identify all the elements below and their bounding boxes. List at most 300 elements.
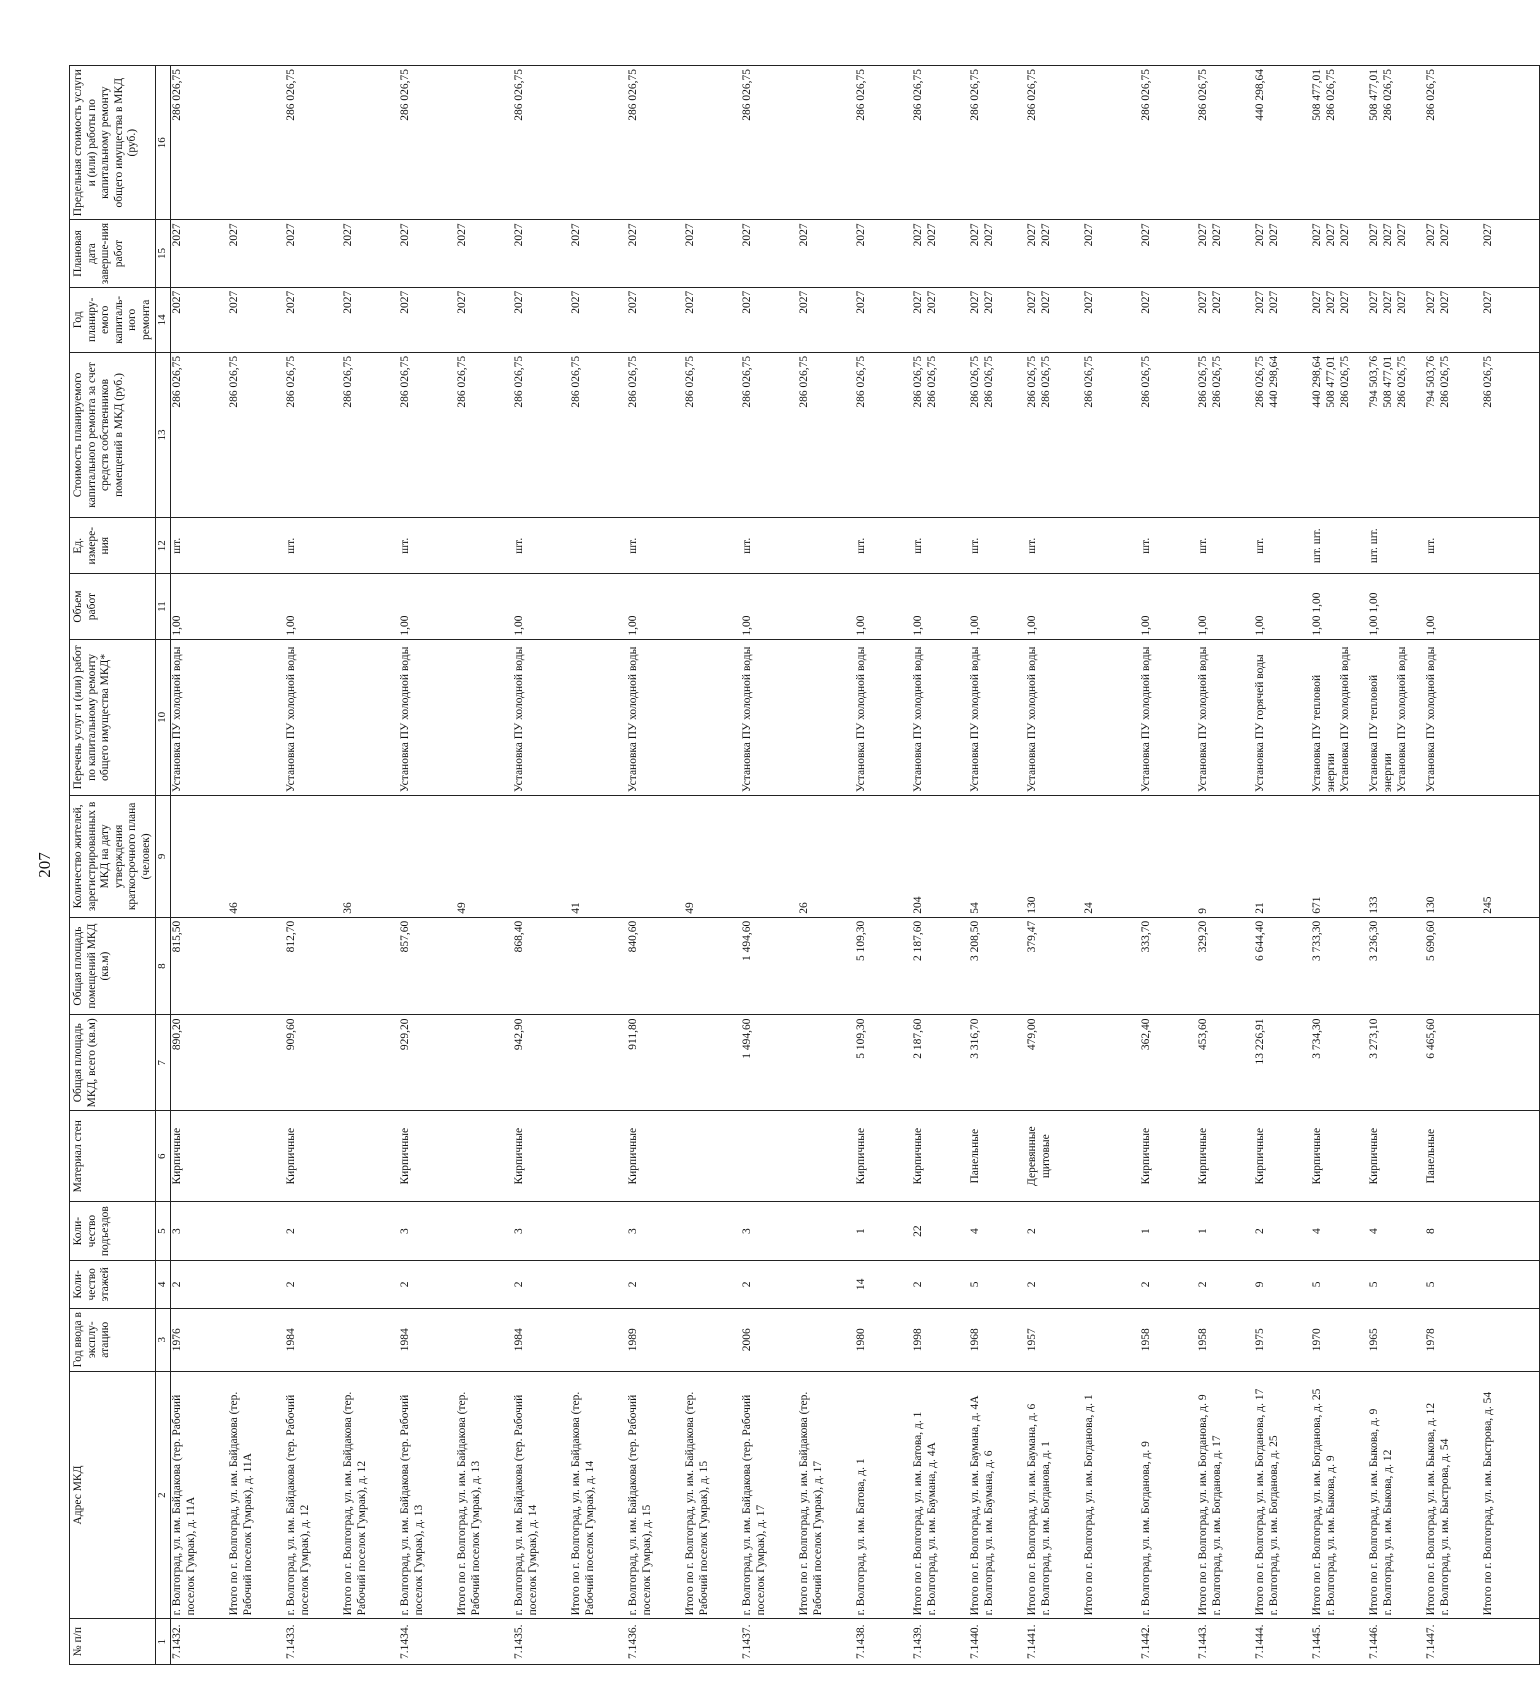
wall-material-cell bbox=[342, 1111, 399, 1202]
end-date-cell: 2027 bbox=[1140, 220, 1197, 287]
wall-material-cell: Панельные bbox=[1425, 1111, 1482, 1202]
plan-year-cell: 2027 bbox=[456, 287, 513, 352]
rooms-area-cell: 1 494,60 bbox=[741, 917, 798, 1015]
address-cell: г. Волгоград, ул. им. Богданова, д. 9 bbox=[1140, 1371, 1197, 1619]
entrances-cell: 1 bbox=[855, 1202, 912, 1261]
total-area-cell bbox=[342, 1015, 399, 1111]
floors-cell bbox=[570, 1260, 627, 1308]
table-row bbox=[399, 66, 456, 1665]
plan-year-cell: 2027 bbox=[399, 287, 456, 352]
volume-cell: 1,00 bbox=[1425, 574, 1482, 639]
table-row bbox=[741, 66, 798, 1665]
plan-year-cell: 2027 bbox=[1083, 287, 1140, 352]
unit-cell bbox=[342, 518, 399, 574]
cost-cell: 286 026,75 286 026,75 bbox=[1197, 352, 1254, 517]
volume-cell: 1,00 bbox=[171, 574, 229, 639]
row-number: 7.1439. bbox=[912, 1619, 969, 1665]
plan-year-cell: 2027 2027 2027 bbox=[1311, 287, 1368, 352]
works-cell: Установка ПУ холодной воды bbox=[855, 639, 912, 795]
entrances-cell: 1 bbox=[1140, 1202, 1197, 1261]
wall-material-cell bbox=[798, 1111, 855, 1202]
cost-cell: 286 026,75 286 026,75 bbox=[1026, 352, 1083, 517]
year-cell: 1968 bbox=[969, 1308, 1026, 1371]
limit-cost-cell: 286 026,75 bbox=[399, 66, 456, 220]
unit-cell bbox=[684, 518, 741, 574]
column-number: 6 bbox=[156, 1111, 171, 1202]
floors-cell bbox=[342, 1260, 399, 1308]
residents-cell: 49 bbox=[684, 796, 741, 918]
column-header: Коли-чество подъездов bbox=[70, 1202, 156, 1261]
volume-cell: 1,00 bbox=[285, 574, 342, 639]
column-number: 11 bbox=[156, 574, 171, 639]
limit-cost-cell: 286 026,75 bbox=[855, 66, 912, 220]
table-row bbox=[456, 66, 513, 1665]
wall-material-cell: Кирпичные bbox=[171, 1111, 229, 1202]
floors-cell: 2 bbox=[627, 1260, 684, 1308]
wall-material-cell: Кирпичные bbox=[1254, 1111, 1311, 1202]
volume-cell: 1,00 bbox=[741, 574, 798, 639]
cost-cell: 286 026,75 440 298,64 bbox=[1254, 352, 1311, 517]
table-row bbox=[1140, 66, 1197, 1665]
residents-cell: 26 bbox=[798, 796, 855, 918]
floors-cell bbox=[228, 1260, 285, 1308]
volume-cell: 1,00 1,00 bbox=[1311, 574, 1368, 639]
limit-cost-cell: 286 026,75 bbox=[1140, 66, 1197, 220]
floors-cell: 14 bbox=[855, 1260, 912, 1308]
table-row bbox=[1311, 66, 1368, 1665]
residents-cell: 54 bbox=[969, 796, 1026, 918]
row-number: 7.1434. bbox=[399, 1619, 456, 1665]
residents-cell: 130 bbox=[1026, 796, 1083, 918]
year-cell: 1957 bbox=[1026, 1308, 1083, 1371]
plan-year-cell: 2027 bbox=[342, 287, 399, 352]
plan-year-cell: 2027 bbox=[855, 287, 912, 352]
cost-cell: 794 503,76 286 026,75 bbox=[1425, 352, 1482, 517]
entrances-cell: 2 bbox=[1254, 1202, 1311, 1261]
table-row bbox=[912, 66, 969, 1665]
wall-material-cell bbox=[1083, 1111, 1140, 1202]
total-area-cell: 362,40 bbox=[1140, 1015, 1197, 1111]
plan-year-cell: 2027 bbox=[228, 287, 285, 352]
entrances-cell: 3 bbox=[171, 1202, 229, 1261]
limit-cost-cell bbox=[684, 66, 741, 220]
table-row bbox=[1482, 66, 1540, 1665]
entrances-cell bbox=[570, 1202, 627, 1261]
address-cell: Итого по г. Волгоград, ул. им. Байдакова (тер. Рабочий поселок Гумрак), д. 15 bbox=[684, 1371, 741, 1619]
row-number bbox=[342, 1619, 399, 1665]
works-cell: Установка ПУ холодной воды bbox=[1140, 639, 1197, 795]
cost-cell: 286 026,75 286 026,75 bbox=[912, 352, 969, 517]
total-area-cell bbox=[1083, 1015, 1140, 1111]
unit-cell: шт. bbox=[1254, 518, 1311, 574]
cost-cell: 286 026,75 bbox=[513, 352, 570, 517]
address-cell: г. Волгоград, ул. им. Байдакова (тер. Рабочий поселок Гумрак), д. 15 bbox=[627, 1371, 684, 1619]
address-cell: Итого по г. Волгоград, ул. им. Батова, д. 1 г. Волгоград, ул. им. Баумана, д. 4А bbox=[912, 1371, 969, 1619]
limit-cost-cell: 286 026,75 bbox=[1425, 66, 1482, 220]
entrances-cell bbox=[684, 1202, 741, 1261]
works-cell: Установка ПУ холодной воды bbox=[285, 639, 342, 795]
works-cell: Установка ПУ холодной воды bbox=[627, 639, 684, 795]
volume-cell: 1,00 bbox=[1254, 574, 1311, 639]
row-number: 7.1432. bbox=[171, 1619, 229, 1665]
residents-cell: 245 bbox=[1482, 796, 1540, 918]
cost-cell: 440 298,64 508 477,01 286 026,75 bbox=[1311, 352, 1368, 517]
volume-cell bbox=[456, 574, 513, 639]
column-number: 9 bbox=[156, 796, 171, 918]
floors-cell: 2 bbox=[1197, 1260, 1254, 1308]
year-cell: 1984 bbox=[513, 1308, 570, 1371]
floors-cell bbox=[798, 1260, 855, 1308]
year-cell bbox=[570, 1308, 627, 1371]
plan-year-cell: 2027 2027 bbox=[1197, 287, 1254, 352]
rooms-area-cell: 333,70 bbox=[1140, 917, 1197, 1015]
works-cell: Установка ПУ холодной воды bbox=[1197, 639, 1254, 795]
plan-year-cell: 2027 bbox=[741, 287, 798, 352]
plan-year-cell: 2027 bbox=[1482, 287, 1540, 352]
entrances-cell: 8 bbox=[1425, 1202, 1482, 1261]
wall-material-cell: Кирпичные bbox=[855, 1111, 912, 1202]
year-cell: 1984 bbox=[285, 1308, 342, 1371]
column-header: Количество жителей, зарегистрированных в МКД на дату утверждения краткосрочного плана (человек) bbox=[70, 796, 156, 918]
limit-cost-cell: 286 026,75 bbox=[627, 66, 684, 220]
works-cell: Установка ПУ тепловой энергии Установка ПУ холодной воды bbox=[1311, 639, 1368, 795]
entrances-cell bbox=[456, 1202, 513, 1261]
table-row bbox=[342, 66, 399, 1665]
cost-cell: 286 026,75 bbox=[456, 352, 513, 517]
year-cell bbox=[228, 1308, 285, 1371]
table-row bbox=[228, 66, 285, 1665]
cost-cell: 286 026,75 bbox=[570, 352, 627, 517]
address-cell: г. Волгоград, ул. им. Байдакова (тер. Рабочий поселок Гумрак), д. 17 bbox=[741, 1371, 798, 1619]
unit-cell bbox=[228, 518, 285, 574]
limit-cost-cell bbox=[228, 66, 285, 220]
rooms-area-cell: 840,60 bbox=[627, 917, 684, 1015]
limit-cost-cell: 286 026,75 bbox=[1026, 66, 1083, 220]
unit-cell: шт. bbox=[1026, 518, 1083, 574]
total-area-cell: 453,60 bbox=[1197, 1015, 1254, 1111]
floors-cell: 2 bbox=[285, 1260, 342, 1308]
entrances-cell: 3 bbox=[741, 1202, 798, 1261]
limit-cost-cell: 286 026,75 bbox=[741, 66, 798, 220]
row-number: 7.1443. bbox=[1197, 1619, 1254, 1665]
year-cell bbox=[1482, 1308, 1540, 1371]
end-date-cell: 2027 2027 bbox=[1197, 220, 1254, 287]
end-date-cell: 2027 bbox=[1482, 220, 1540, 287]
rooms-area-cell: 3 208,50 bbox=[969, 917, 1026, 1015]
column-header: Ед. измере-ния bbox=[70, 518, 156, 574]
year-cell: 1980 bbox=[855, 1308, 912, 1371]
table-row bbox=[513, 66, 570, 1665]
residents-cell bbox=[513, 796, 570, 918]
wall-material-cell: Кирпичные bbox=[1311, 1111, 1368, 1202]
column-header: Общая площадь МКД, всего (кв.м) bbox=[70, 1015, 156, 1111]
total-area-cell: 2 187,60 bbox=[912, 1015, 969, 1111]
unit-cell: шт. bbox=[1140, 518, 1197, 574]
year-cell: 1978 bbox=[1425, 1308, 1482, 1371]
address-cell: Итого по г. Волгоград, ул. им. Баумана, д. 6 г. Волгоград, ул. им. Богданова, д. 1 bbox=[1026, 1371, 1083, 1619]
cost-cell: 286 026,75 bbox=[1482, 352, 1540, 517]
rooms-area-cell: 3 733,30 bbox=[1311, 917, 1368, 1015]
end-date-cell: 2027 2027 bbox=[1254, 220, 1311, 287]
floors-cell bbox=[456, 1260, 513, 1308]
rooms-area-cell bbox=[228, 917, 285, 1015]
column-header: Материал стен bbox=[70, 1111, 156, 1202]
year-cell: 1984 bbox=[399, 1308, 456, 1371]
volume-cell bbox=[1083, 574, 1140, 639]
address-cell: г. Волгоград, ул. им. Байдакова (тер. Рабочий поселок Гумрак), д. 12 bbox=[285, 1371, 342, 1619]
total-area-cell: 942,90 bbox=[513, 1015, 570, 1111]
row-number: 7.1444. bbox=[1254, 1619, 1311, 1665]
total-area-cell: 929,20 bbox=[399, 1015, 456, 1111]
row-number: 7.1438. bbox=[855, 1619, 912, 1665]
cost-cell: 286 026,75 bbox=[627, 352, 684, 517]
entrances-cell: 22 bbox=[912, 1202, 969, 1261]
unit-cell: шт. bbox=[627, 518, 684, 574]
volume-cell: 1,00 bbox=[969, 574, 1026, 639]
column-header: Стоимость планируемого капитального ремонта за счет средств собственников помещений в МКД (руб.) bbox=[70, 352, 156, 517]
total-area-cell bbox=[798, 1015, 855, 1111]
rooms-area-cell bbox=[684, 917, 741, 1015]
total-area-cell: 5 109,30 bbox=[855, 1015, 912, 1111]
wall-material-cell bbox=[684, 1111, 741, 1202]
total-area-cell: 3 273,10 bbox=[1368, 1015, 1425, 1111]
residents-cell: 36 bbox=[342, 796, 399, 918]
column-header: Предельная стоимость услуги и (или) работы по капитальному ремонту общего имущества в МКД (руб.) bbox=[70, 66, 156, 220]
table-row bbox=[285, 66, 342, 1665]
residents-cell: 24 bbox=[1083, 796, 1140, 918]
entrances-cell bbox=[342, 1202, 399, 1261]
entrances-cell: 3 bbox=[627, 1202, 684, 1261]
total-area-cell bbox=[570, 1015, 627, 1111]
year-cell bbox=[342, 1308, 399, 1371]
floors-cell bbox=[684, 1260, 741, 1308]
cost-cell: 286 026,75 bbox=[399, 352, 456, 517]
total-area-cell: 911,80 bbox=[627, 1015, 684, 1111]
residents-cell: 9 bbox=[1197, 796, 1254, 918]
entrances-cell bbox=[1482, 1202, 1540, 1261]
plan-year-cell: 2027 bbox=[513, 287, 570, 352]
rooms-area-cell bbox=[456, 917, 513, 1015]
end-date-cell: 2027 bbox=[627, 220, 684, 287]
volume-cell: 1,00 bbox=[1140, 574, 1197, 639]
unit-cell: шт. bbox=[741, 518, 798, 574]
rooms-area-cell: 5 109,30 bbox=[855, 917, 912, 1015]
floors-cell: 9 bbox=[1254, 1260, 1311, 1308]
plan-year-cell: 2027 2027 bbox=[912, 287, 969, 352]
address-cell: г. Волгоград, ул. им. Байдакова (тер. Рабочий поселок Гумрак), д. 14 bbox=[513, 1371, 570, 1619]
cost-cell: 286 026,75 bbox=[285, 352, 342, 517]
works-cell bbox=[1482, 639, 1540, 795]
works-cell bbox=[228, 639, 285, 795]
residents-cell bbox=[399, 796, 456, 918]
works-cell: Установка ПУ горячей воды bbox=[1254, 639, 1311, 795]
cost-cell: 286 026,75 bbox=[798, 352, 855, 517]
unit-cell: шт. bbox=[1425, 518, 1482, 574]
total-area-cell: 6 465,60 bbox=[1425, 1015, 1482, 1111]
plan-year-cell: 2027 2027 bbox=[1425, 287, 1482, 352]
year-cell bbox=[798, 1308, 855, 1371]
rooms-area-cell: 379,47 bbox=[1026, 917, 1083, 1015]
residents-cell: 671 bbox=[1311, 796, 1368, 918]
end-date-cell: 2027 bbox=[342, 220, 399, 287]
wall-material-cell: Кирпичные bbox=[399, 1111, 456, 1202]
floors-cell: 5 bbox=[1425, 1260, 1482, 1308]
rooms-area-cell: 868,40 bbox=[513, 917, 570, 1015]
residents-cell: 130 bbox=[1425, 796, 1482, 918]
volume-cell bbox=[684, 574, 741, 639]
end-date-cell: 2027 bbox=[399, 220, 456, 287]
table-row bbox=[1197, 66, 1254, 1665]
works-cell: Установка ПУ холодной воды bbox=[171, 639, 229, 795]
end-date-cell: 2027 2027 bbox=[969, 220, 1026, 287]
rotated-page bbox=[25, 65, 1495, 1665]
row-number: 7.1447. bbox=[1425, 1619, 1482, 1665]
plan-year-cell: 2027 bbox=[627, 287, 684, 352]
total-area-cell bbox=[456, 1015, 513, 1111]
end-date-cell: 2027 bbox=[171, 220, 229, 287]
column-number-row bbox=[156, 66, 171, 1665]
rooms-area-cell bbox=[1482, 917, 1540, 1015]
column-header: Плановая дата заверше-ния работ bbox=[70, 220, 156, 287]
entrances-cell: 2 bbox=[1026, 1202, 1083, 1261]
total-area-cell: 479,00 bbox=[1026, 1015, 1083, 1111]
rooms-area-cell: 2 187,60 bbox=[912, 917, 969, 1015]
column-header: Год планиру-емого капиталь-ного ремонта bbox=[70, 287, 156, 352]
header-row bbox=[70, 66, 156, 1665]
address-cell: Итого по г. Волгоград, ул. им. Байдакова (тер. Рабочий поселок Гумрак), д. 11А bbox=[228, 1371, 285, 1619]
row-number bbox=[798, 1619, 855, 1665]
table-row bbox=[684, 66, 741, 1665]
entrances-cell: 1 bbox=[1197, 1202, 1254, 1261]
plan-year-cell: 2027 bbox=[798, 287, 855, 352]
limit-cost-cell bbox=[342, 66, 399, 220]
entrances-cell: 3 bbox=[513, 1202, 570, 1261]
column-number: 5 bbox=[156, 1202, 171, 1261]
volume-cell bbox=[1482, 574, 1540, 639]
residents-cell: 49 bbox=[456, 796, 513, 918]
row-number: 7.1435. bbox=[513, 1619, 570, 1665]
end-date-cell: 2027 2027 bbox=[1425, 220, 1482, 287]
floors-cell: 2 bbox=[1140, 1260, 1197, 1308]
rooms-area-cell bbox=[1083, 917, 1140, 1015]
total-area-cell bbox=[684, 1015, 741, 1111]
total-area-cell: 3 734,30 bbox=[1311, 1015, 1368, 1111]
year-cell: 2006 bbox=[741, 1308, 798, 1371]
row-number: 7.1445. bbox=[1311, 1619, 1368, 1665]
page-number: 207 bbox=[35, 852, 54, 878]
row-number bbox=[684, 1619, 741, 1665]
address-cell: г. Волгоград, ул. им. Батова, д. 1 bbox=[855, 1371, 912, 1619]
table-row bbox=[1368, 66, 1425, 1665]
column-number: 2 bbox=[156, 1371, 171, 1619]
volume-cell: 1,00 bbox=[399, 574, 456, 639]
entrances-cell: 4 bbox=[1311, 1202, 1368, 1261]
end-date-cell: 2027 bbox=[798, 220, 855, 287]
floors-cell bbox=[1083, 1260, 1140, 1308]
plan-year-cell: 2027 2027 bbox=[1254, 287, 1311, 352]
address-cell: г. Волгоград, ул. им. Байдакова (тер. Рабочий поселок Гумрак), д. 13 bbox=[399, 1371, 456, 1619]
wall-material-cell: Кирпичные bbox=[513, 1111, 570, 1202]
row-number: 7.1442. bbox=[1140, 1619, 1197, 1665]
row-number bbox=[456, 1619, 513, 1665]
cost-cell: 286 026,75 bbox=[171, 352, 229, 517]
column-number: 16 bbox=[156, 66, 171, 220]
rooms-area-cell: 5 690,60 bbox=[1425, 917, 1482, 1015]
address-cell: Итого по г. Волгоград, ул. им. Байдакова (тер. Рабочий поселок Гумрак), д. 14 bbox=[570, 1371, 627, 1619]
residents-cell: 41 bbox=[570, 796, 627, 918]
cost-cell: 286 026,75 bbox=[228, 352, 285, 517]
volume-cell bbox=[798, 574, 855, 639]
unit-cell: шт. шт. bbox=[1311, 518, 1368, 574]
cost-cell: 286 026,75 286 026,75 bbox=[969, 352, 1026, 517]
total-area-cell bbox=[228, 1015, 285, 1111]
column-header: Общая площадь помещений МКД (кв.м) bbox=[70, 917, 156, 1015]
cost-cell: 286 026,75 bbox=[1140, 352, 1197, 517]
table-row bbox=[1254, 66, 1311, 1665]
column-number: 15 bbox=[156, 220, 171, 287]
end-date-cell: 2027 bbox=[513, 220, 570, 287]
residents-cell bbox=[285, 796, 342, 918]
wall-material-cell: Кирпичные bbox=[1197, 1111, 1254, 1202]
cost-cell: 286 026,75 bbox=[684, 352, 741, 517]
address-cell: Итого по г. Волгоград, ул. им. Богданова, д. 9 г. Волгоград, ул. им. Богданова, д. 17 bbox=[1197, 1371, 1254, 1619]
total-area-cell: 909,60 bbox=[285, 1015, 342, 1111]
rooms-area-cell: 815,50 bbox=[171, 917, 229, 1015]
address-cell: Итого по г. Волгоград, ул. им. Богданова, д. 25 г. Волгоград, ул. им. Быкова, д. 9 bbox=[1311, 1371, 1368, 1619]
total-area-cell: 13 226,91 bbox=[1254, 1015, 1311, 1111]
unit-cell: шт. bbox=[1197, 518, 1254, 574]
end-date-cell: 2027 2027 bbox=[912, 220, 969, 287]
limit-cost-cell: 286 026,75 bbox=[969, 66, 1026, 220]
end-date-cell: 2027 2027 2027 bbox=[1311, 220, 1368, 287]
unit-cell: шт. bbox=[513, 518, 570, 574]
table-row bbox=[1026, 66, 1083, 1665]
column-header: Адрес МКД bbox=[70, 1371, 156, 1619]
column-header: Коли-чество этажей bbox=[70, 1260, 156, 1308]
unit-cell: шт. bbox=[171, 518, 229, 574]
entrances-cell: 4 bbox=[1368, 1202, 1425, 1261]
cost-cell: 794 503,76 508 477,01 286 026,75 bbox=[1368, 352, 1425, 517]
row-number bbox=[1482, 1619, 1540, 1665]
total-area-cell: 890,20 bbox=[171, 1015, 229, 1111]
table-row bbox=[171, 66, 229, 1665]
residents-cell: 204 bbox=[912, 796, 969, 918]
cost-cell: 286 026,75 bbox=[855, 352, 912, 517]
plan-year-cell: 2027 2027 bbox=[969, 287, 1026, 352]
works-cell bbox=[798, 639, 855, 795]
address-cell: Итого по г. Волгоград, ул. им. Байдакова (тер. Рабочий поселок Гумрак), д. 12 bbox=[342, 1371, 399, 1619]
works-cell: Установка ПУ холодной воды bbox=[1425, 639, 1482, 795]
wall-material-cell: Кирпичные bbox=[1140, 1111, 1197, 1202]
entrances-cell bbox=[798, 1202, 855, 1261]
column-number: 12 bbox=[156, 518, 171, 574]
address-cell: Итого по г. Волгоград, ул. им. Быкова, д. 9 г. Волгоград, ул. им. Быкова, д. 12 bbox=[1368, 1371, 1425, 1619]
limit-cost-cell: 440 298,64 bbox=[1254, 66, 1311, 220]
table-row bbox=[855, 66, 912, 1665]
year-cell: 1998 bbox=[912, 1308, 969, 1371]
column-number: 8 bbox=[156, 917, 171, 1015]
residents-cell bbox=[627, 796, 684, 918]
limit-cost-cell: 286 026,75 bbox=[912, 66, 969, 220]
column-header: Год ввода в эксплу-атацию bbox=[70, 1308, 156, 1371]
rooms-area-cell: 812,70 bbox=[285, 917, 342, 1015]
year-cell bbox=[1083, 1308, 1140, 1371]
floors-cell: 2 bbox=[513, 1260, 570, 1308]
table-body bbox=[171, 66, 1540, 1665]
address-cell: Итого по г. Волгоград, ул. им. Быстрова, д. 54 bbox=[1482, 1371, 1540, 1619]
row-number: 7.1433. bbox=[285, 1619, 342, 1665]
floors-cell: 2 bbox=[171, 1260, 229, 1308]
